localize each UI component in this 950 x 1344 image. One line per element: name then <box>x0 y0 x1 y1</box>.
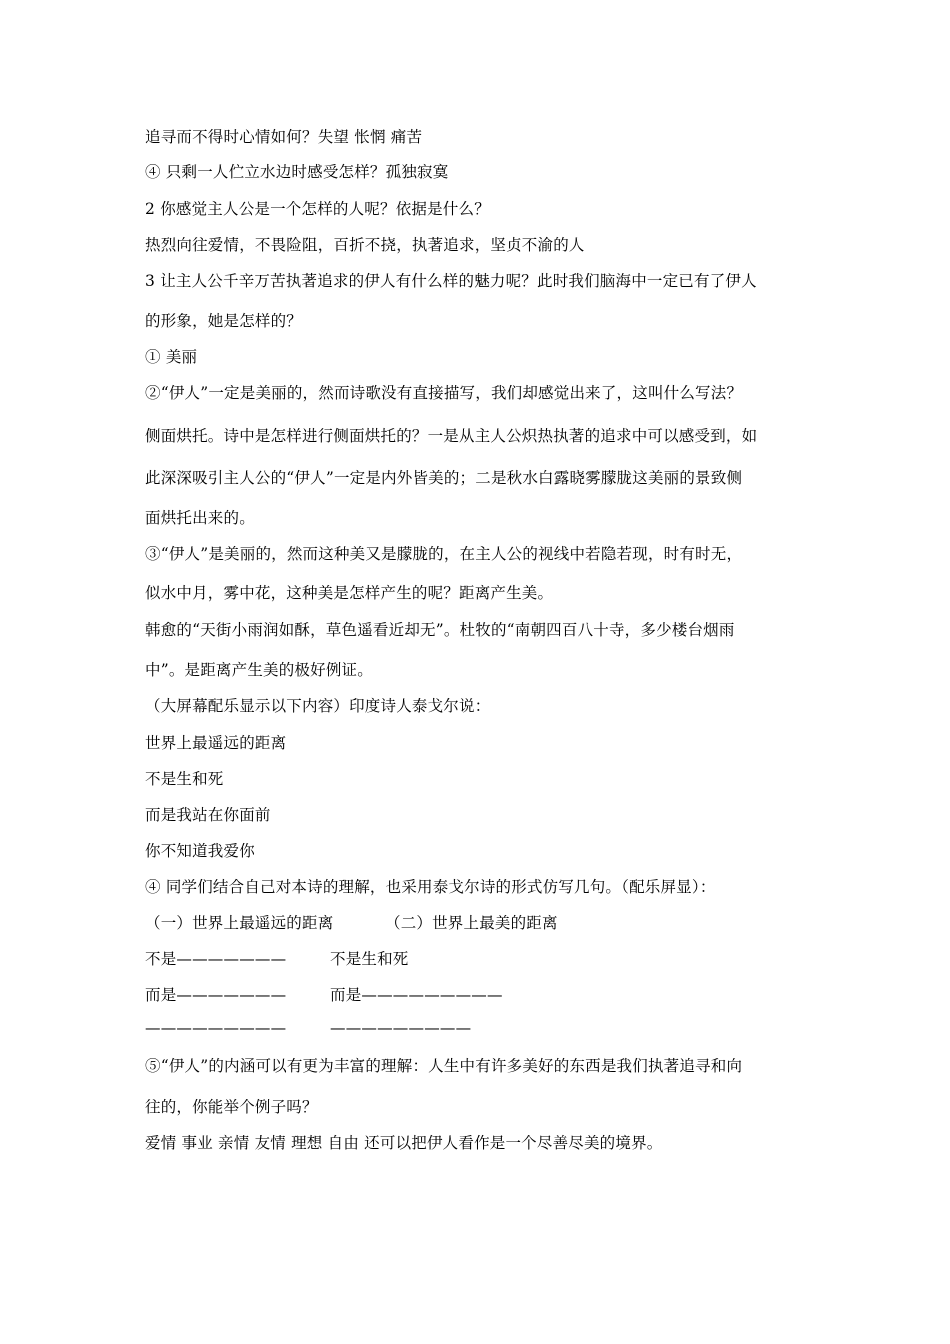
text-line: ① 美丽 <box>145 348 198 366</box>
text-line: 中”。是距离产生美的极好例证。 <box>145 661 373 679</box>
poem-line: 你不知道我爱你 <box>145 842 255 860</box>
text-line: （大屏幕配乐显示以下内容）印度诗人泰戈尔说： <box>145 697 491 715</box>
text-line: 似水中月，雾中花，这种美是怎样产生的呢？距离产生美。 <box>145 584 554 602</box>
two-column-row <box>145 949 286 969</box>
text-line: 韩愈的“天街小雨润如酥，草色遥看近却无”。杜牧的“南朝四百八十寺，多少楼台烟雨 <box>145 621 735 639</box>
text-line: 往的，你能举个例子吗？ <box>145 1098 318 1116</box>
two-column-row <box>145 1018 286 1038</box>
column-right-text: 而是————————— <box>330 986 503 1004</box>
column-right-text: 不是生和死 <box>330 950 409 968</box>
column-left-text: 不是——————— <box>145 950 287 968</box>
text-line: ③“伊人”是美丽的，然而这种美又是朦胧的，在主人公的视线中若隐若现，时有时无， <box>145 545 743 563</box>
poem-line: 世界上最遥远的距离 <box>145 734 287 752</box>
text-line: 此深深吸引主人公的“伊人”一定是内外皆美的；二是秋水白露晓雾朦胧这美丽的景致侧 <box>145 469 743 487</box>
text-line: 热烈向往爱情，不畏险阻，百折不挠，执著追求，坚贞不渝的人 <box>145 236 585 254</box>
text-line: ④ 只剩一人伫立水边时感受怎样？孤独寂寞 <box>145 163 449 181</box>
text-line: 追寻而不得时心情如何？失望 怅惘 痛苦 <box>145 128 423 146</box>
text-line: 2 你感觉主人公是一个怎样的人呢？依据是什么？ <box>145 200 490 218</box>
poem-line: 不是生和死 <box>145 770 224 788</box>
two-column-row <box>145 985 286 1005</box>
column-right-text: ————————— <box>330 1019 472 1037</box>
poem-line: 而是我站在你面前 <box>145 806 271 824</box>
text-line: ④ 同学们结合自己对本诗的理解，也采用泰戈尔诗的形式仿写几句。（配乐屏显）： <box>145 878 716 896</box>
column-left-text: ————————— <box>145 1019 287 1037</box>
text-line: 爱情 事业 亲情 友情 理想 自由 还可以把伊人看作是一个尽善尽美的境界。 <box>145 1134 663 1152</box>
text-line: 面烘托出来的。 <box>145 509 255 527</box>
column-right-text: （二）世界上最美的距离 <box>385 914 558 932</box>
text-line: ②“伊人”一定是美丽的，然而诗歌没有直接描写，我们却感觉出来了，这叫什么写法？ <box>145 384 743 402</box>
column-left-text: （一）世界上最遥远的距离 <box>145 914 334 932</box>
two-column-row <box>145 913 333 933</box>
text-line: 的形象，她是怎样的？ <box>145 312 303 330</box>
text-line: 侧面烘托。诗中是怎样进行侧面烘托的？一是从主人公炽热执著的追求中可以感受到，如 <box>145 427 758 445</box>
text-line: 3 让主人公千辛万苦执著追求的伊人有什么样的魅力呢？此时我们脑海中一定已有了伊人 <box>145 272 757 290</box>
column-left-text: 而是——————— <box>145 986 287 1004</box>
text-line: ⑤“伊人”的内涵可以有更为丰富的理解：人生中有许多美好的东西是我们执著追寻和向 <box>145 1057 743 1075</box>
